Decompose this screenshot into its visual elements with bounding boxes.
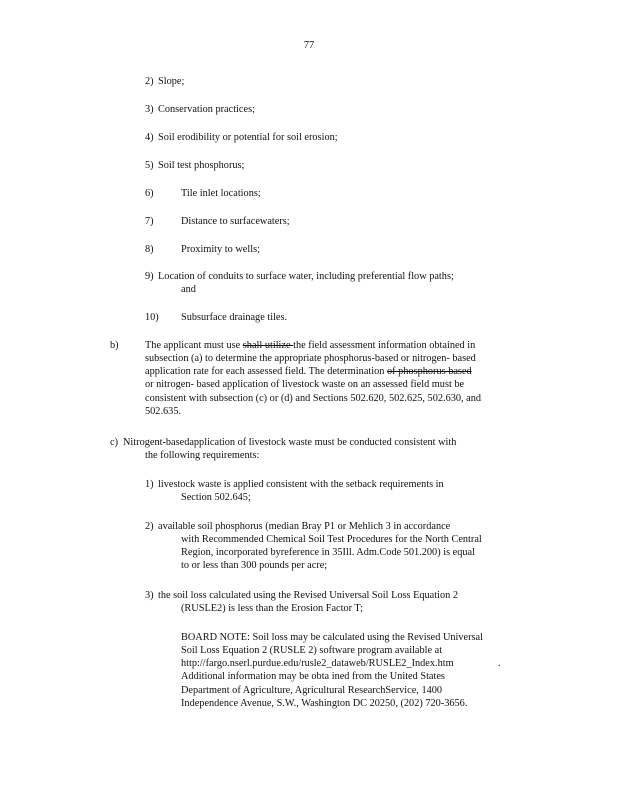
list-item-text: available soil phosphorus (median Bray P1 or Mehlich 3 in accordance — [158, 521, 451, 532]
struck-text: of phosphorus based — [386, 366, 472, 377]
board-note-line: Independence Avenue, S.W., Washington DC 20250, (202) 720-3656. — [181, 698, 468, 709]
list-item-text: Soil test phosphorus; — [158, 160, 245, 171]
section-b-text: the field assessment information obtained in — [293, 340, 476, 351]
list-item-text: Location of conduits to surface water, including preferential flow paths; — [158, 271, 454, 282]
list-item-text: Distance to surfacewaters; — [181, 216, 290, 227]
section-b-line: 502.635. — [145, 406, 182, 417]
section-b-text: application rate for each assessed field. The determination — [145, 366, 387, 377]
list-item-number: 2) — [145, 76, 154, 87]
list-item-number: 4) — [145, 132, 154, 143]
list-item-number: 5) — [145, 160, 154, 171]
struck-text: shall utilize — [242, 340, 294, 351]
section-b-text: The applicant must use — [145, 340, 243, 351]
list-item-text: Proximity to wells; — [181, 244, 260, 255]
list-item-text-continuation: Section 502.645; — [181, 492, 251, 503]
section-label: b) — [110, 340, 119, 351]
list-item-number: 3) — [145, 590, 154, 601]
list-item-text: Soil erodibility or potential for soil erosion; — [158, 132, 338, 143]
list-item-text: livestock waste is applied consistent with the setback requirements in — [158, 479, 444, 490]
list-item-text: Tile inlet locations; — [181, 188, 261, 199]
section-c-line: Nitrogent-basedapplication of livestock waste must be conducted consistent with — [123, 437, 457, 448]
list-item-text-continuation: to or less than 300 pounds per acre; — [181, 560, 328, 571]
list-item-number: 1) — [145, 479, 154, 490]
list-item-text: Slope; — [158, 76, 185, 87]
section-c-line: the following requirements: — [145, 450, 260, 461]
list-item-text: Subsurface drainage tiles. — [181, 312, 288, 323]
board-note-line: Department of Agriculture, Agricultural ResearchService, 1400 — [181, 685, 443, 696]
section-b-line: or nitrogen- based application of livestock waste on an assessed field must be — [145, 379, 465, 390]
section-b-line: consistent with subsection (c) or (d) and Sections 502.620, 502.625, 502.630, and — [145, 393, 482, 404]
list-item-text-continuation: and — [181, 284, 196, 295]
board-note-url: http://fargo.nserl.purdue.edu/rusle2_dataweb/RUSLE2_Index.htm — [181, 658, 454, 669]
list-item-text: the soil loss calculated using the Revised Universal Soil Loss Equation 2 — [158, 590, 458, 601]
page-number: 77 — [303, 40, 315, 51]
list-item-number: 8) — [145, 244, 154, 255]
section-b-line: subsection (a) to determine the appropriate phosphorus-based or nitrogen- based — [145, 353, 476, 364]
list-item-number: 3) — [145, 104, 154, 115]
board-note-line: BOARD NOTE: Soil loss may be calculated using the Revised Universal — [181, 632, 483, 643]
section-b-line — [145, 365, 472, 378]
board-note-line: Soil Loss Equation 2 (RUSLE 2) software program available at — [181, 645, 443, 656]
list-item-number: 7) — [145, 216, 154, 227]
list-item-text: Conservation practices; — [158, 104, 255, 115]
list-item-number: 9) — [145, 271, 154, 282]
board-note-line: . — [498, 658, 501, 669]
list-item-text-continuation: Region, incorporated byreference in 35Ill. Adm.Code 501.200) is equal — [181, 547, 475, 558]
list-item-number: 6) — [145, 188, 154, 199]
list-item-text-continuation: with Recommended Chemical Soil Test Procedures for the North Central — [181, 534, 482, 545]
list-item-text-continuation: (RUSLE2) is less than the Erosion Factor T; — [181, 603, 363, 614]
section-label: c) — [110, 437, 118, 448]
list-item-number: 10) — [145, 312, 159, 323]
section-b-line — [145, 339, 475, 352]
board-note-line: Additional information may be obta ined from the United States — [181, 671, 445, 682]
list-item-number: 2) — [145, 521, 154, 532]
